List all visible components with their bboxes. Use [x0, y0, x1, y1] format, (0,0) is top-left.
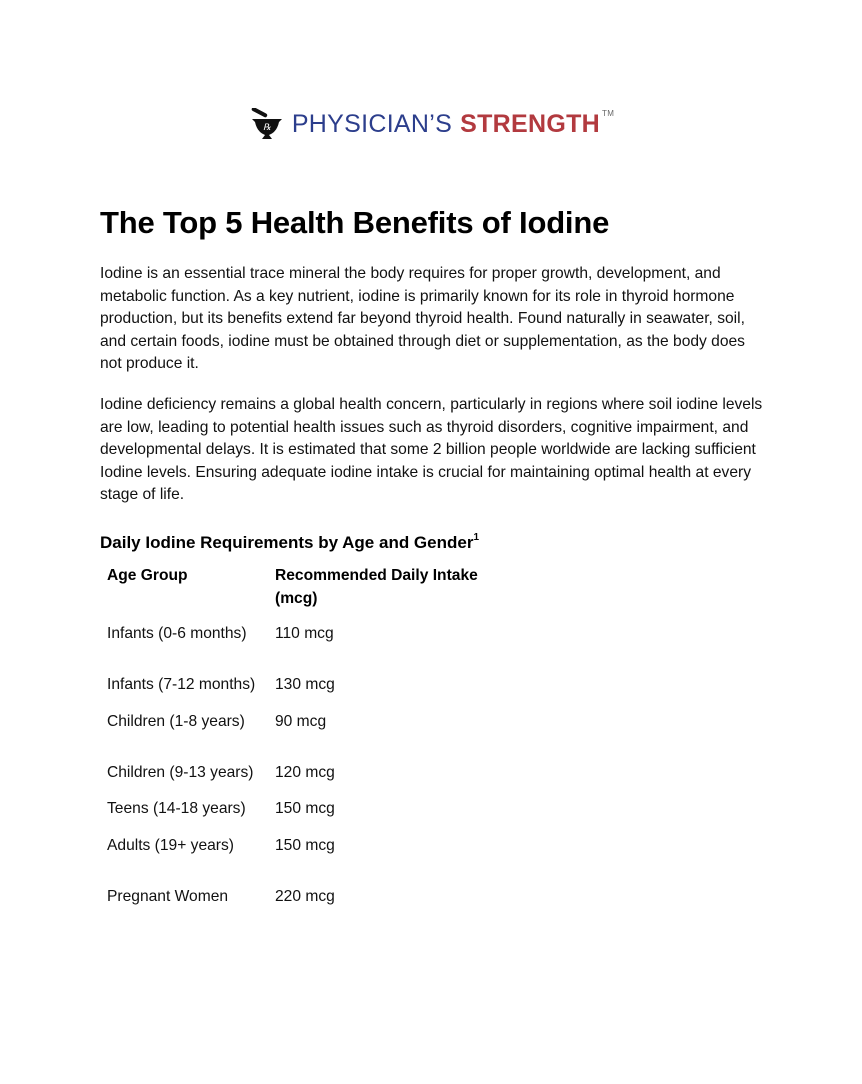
table-row	[100, 798, 515, 835]
brand-logo	[0, 108, 862, 140]
age-group-cell: Infants (0-6 months)	[107, 625, 247, 643]
intro-paragraph: Iodine is an essential trace mineral the body requires for proper growth, development, and metabolic function. As a key nutrient, iodine is primarily known for its role in thyroid hormone production, but its benefits extend far beyond thyroid health. Found naturally in seawater, soil, and certain foods, iodine must be obtained through diet or supplementation, as the body does not produce it.	[100, 265, 745, 373]
footnote-reference: 1	[473, 532, 480, 544]
table-row	[100, 711, 515, 762]
daily-intake-cell: 90 mcg	[275, 712, 327, 730]
section-heading	[100, 531, 770, 555]
daily-intake-cell: 220 mcg	[275, 887, 335, 905]
daily-intake-cell: 150 mcg	[275, 836, 335, 854]
article-title: The Top 5 Health Benefits of Iodine	[100, 205, 610, 240]
column-header-age-group: Age Group	[107, 566, 188, 584]
brand-name-primary: PHYSICIAN’S	[291, 109, 453, 138]
table-row	[100, 623, 515, 674]
daily-intake-cell: 150 mcg	[275, 800, 335, 818]
mortar-pestle-rx-icon	[248, 108, 286, 140]
column-header-daily-intake: Recommended Daily Intake (mcg)	[275, 566, 478, 607]
deficiency-paragraph: Iodine deficiency remains a global health concern, particularly in regions where soil iodine levels are low, leading to potential health issues such as thyroid disorders, cognitive impairment, and developmental delays. It is estimated that some 2 billion people worldwide are lacking sufficient Iodine levels. Ensuring adequate iodine intake is crucial for maintaining optimal health at every stage of life.	[100, 395, 763, 504]
age-group-cell: Infants (7-12 months)	[107, 676, 256, 694]
age-group-cell: Pregnant Women	[107, 887, 229, 905]
daily-intake-cell: 120 mcg	[275, 763, 335, 781]
trademark-mark: TM	[602, 108, 615, 118]
daily-intake-cell: 110 mcg	[275, 625, 334, 643]
svg-text:℞: ℞	[262, 122, 271, 132]
table-header-row	[100, 565, 515, 623]
brand-name-secondary: STRENGTH	[460, 109, 601, 138]
iodine-requirements-table	[100, 565, 515, 937]
daily-intake-cell: 130 mcg	[275, 676, 335, 694]
age-group-cell: Teens (14-18 years)	[107, 800, 246, 818]
age-group-cell: Adults (19+ years)	[107, 836, 234, 854]
age-group-cell: Children (9-13 years)	[107, 763, 254, 781]
age-group-cell: Children (1-8 years)	[107, 712, 245, 730]
table-row	[100, 886, 515, 937]
table-row	[100, 674, 515, 711]
table-row	[100, 835, 515, 886]
table-row	[100, 762, 515, 799]
section-heading-text: Daily Iodine Requirements by Age and Gender	[100, 532, 474, 552]
article-body	[100, 203, 770, 937]
